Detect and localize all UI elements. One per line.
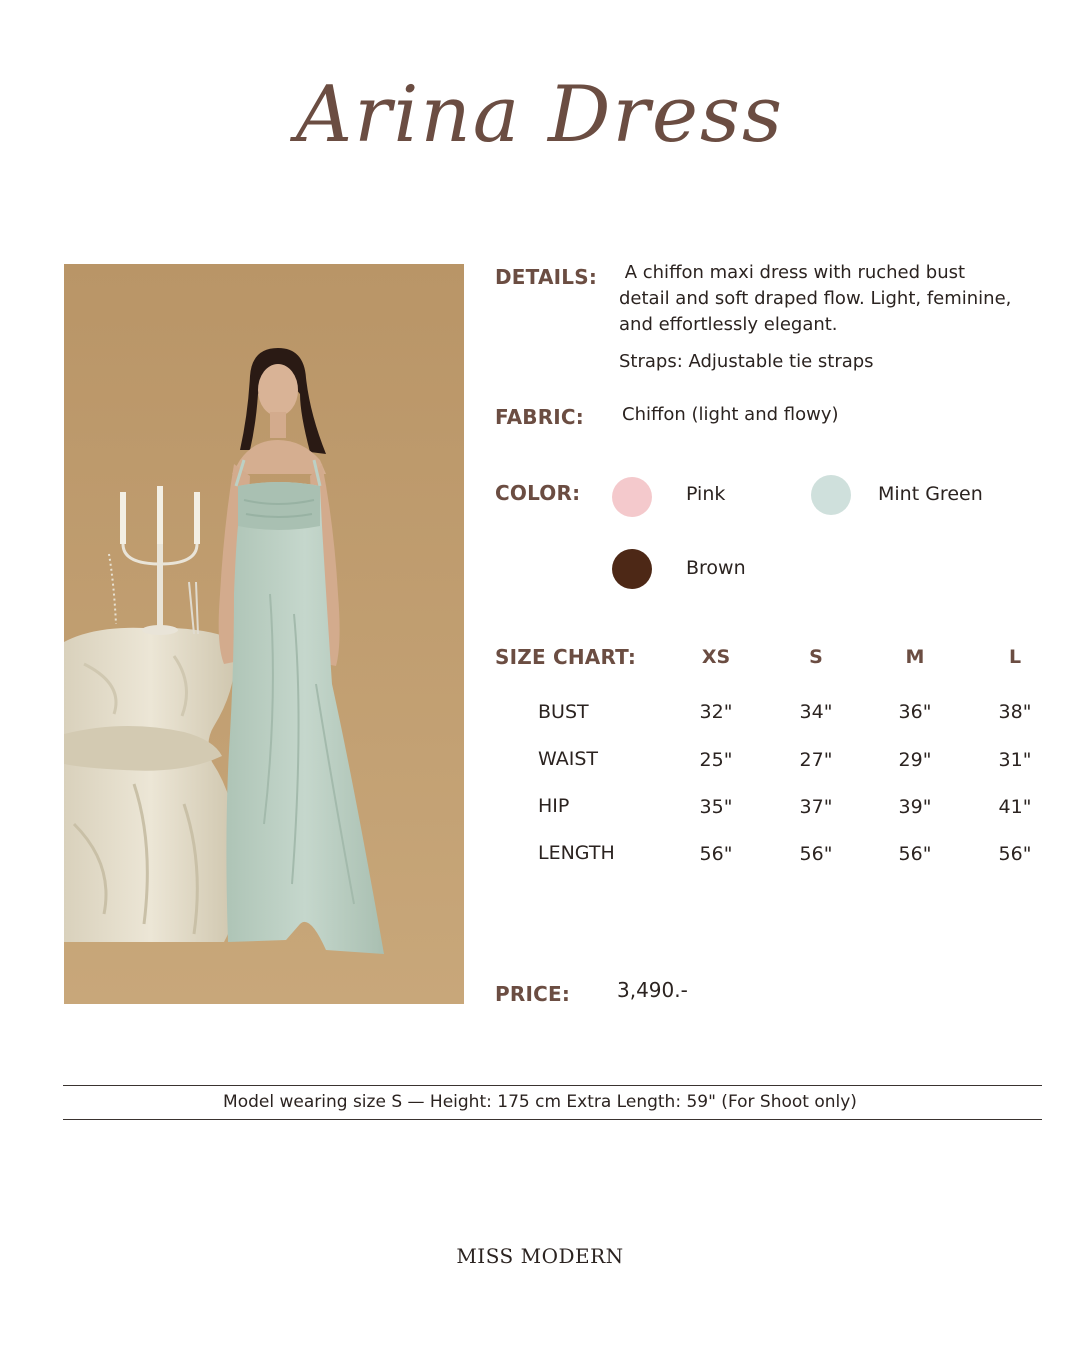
size-header-s: S: [809, 646, 823, 668]
color-name-brown: Brown: [686, 557, 746, 579]
color-swatch-brown[interactable]: [612, 549, 652, 589]
table-cell: 56": [699, 843, 733, 865]
details-line: detail and soft draped flow. Light, feminine,: [619, 288, 1012, 309]
table-cell: 25": [699, 749, 733, 771]
draped-pedestal: [64, 628, 237, 942]
table-cell: 29": [898, 749, 932, 771]
divider-bottom: [63, 1119, 1042, 1120]
details-label: DETAILS:: [495, 265, 598, 289]
details-line: and effortlessly elegant.: [619, 314, 838, 335]
color-label: COLOR:: [495, 481, 581, 505]
table-cell: 32": [699, 701, 733, 723]
table-cell: 36": [898, 701, 932, 723]
brand-logo-text: MISS MODERN: [456, 1244, 624, 1268]
divider-top: [63, 1085, 1042, 1086]
model-size-note: Model wearing size S — Height: 175 cm Extra Length: 59" (For Shoot only): [223, 1092, 857, 1112]
size-chart-label: SIZE CHART:: [495, 645, 637, 669]
table-cell: 35": [699, 796, 733, 818]
size-header-xs: XS: [701, 646, 731, 668]
product-title: Arina Dress: [295, 70, 785, 160]
straps-info: Straps: Adjustable tie straps: [619, 351, 874, 372]
table-cell: 41": [998, 796, 1032, 818]
product-photo: [64, 264, 464, 1004]
size-header-m: M: [905, 646, 925, 668]
measure-hip: HIP: [538, 795, 570, 817]
measure-bust: BUST: [538, 701, 589, 723]
price-value: 3,490.-: [617, 978, 688, 1002]
table-cell: 37": [799, 796, 833, 818]
color-swatch-mint-green[interactable]: [811, 475, 851, 515]
fabric-value: Chiffon (light and flowy): [622, 404, 839, 425]
table-cell: 56": [799, 843, 833, 865]
details-description: [619, 260, 1059, 338]
table-cell: 39": [898, 796, 932, 818]
table-cell: 56": [898, 843, 932, 865]
color-swatch-pink[interactable]: [612, 477, 652, 517]
table-cell: 27": [799, 749, 833, 771]
measure-waist: WAIST: [538, 748, 599, 770]
model-photo-illustration: [64, 264, 464, 1004]
size-header-l: L: [1008, 646, 1022, 668]
table-cell: 31": [998, 749, 1032, 771]
price-label: PRICE:: [495, 982, 571, 1006]
color-name-pink: Pink: [686, 483, 726, 505]
details-line: A chiffon maxi dress with ruched bust: [619, 262, 966, 283]
measure-length: LENGTH: [538, 842, 615, 864]
table-cell: 56": [998, 843, 1032, 865]
table-cell: 34": [799, 701, 833, 723]
color-name-mint-green: Mint Green: [878, 483, 983, 505]
fabric-label: FABRIC:: [495, 405, 585, 429]
table-cell: 38": [998, 701, 1032, 723]
